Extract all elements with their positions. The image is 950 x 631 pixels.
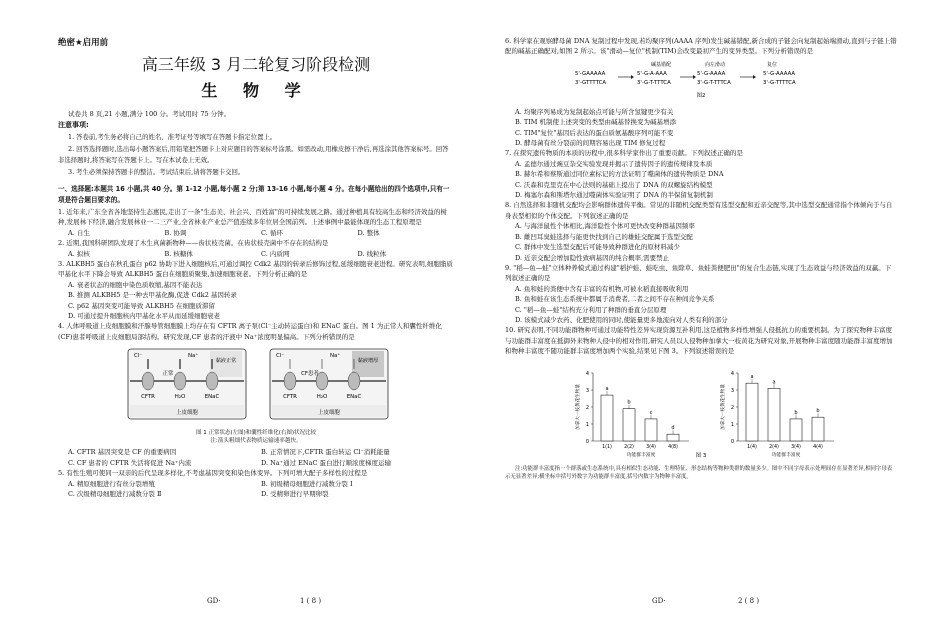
step-arrowhead (631, 75, 634, 79)
seq-top: 5'-G-A-AAA (637, 70, 667, 77)
bar (746, 383, 758, 441)
option: A. 孟德尔通过豌豆杂交实验发现并揭示了遗传因子的遗传规律及本质 (515, 159, 713, 168)
option: A. 精原细胞进行有丝分裂增殖 (68, 479, 155, 488)
note-item: 1. 答卷前,考生务必将自己的姓名、准考证号等填写在答题卡指定位置上。 (68, 133, 277, 141)
figure-1-panel (270, 349, 388, 419)
membrane-protein (174, 372, 186, 390)
question-stem: 9. "稻—鱼—蛙"立体种养模式通过构建"稻护蛙、蛙吃虫、鱼除草、鱼蛙粪便肥田"的复合生态链,实现了生态效益与经济效益的双赢。下列叙述正确的是 (505, 263, 892, 283)
bar (667, 434, 679, 441)
footer-left-code: GD· (207, 597, 221, 605)
figure-holder (58, 345, 454, 445)
step-arrowhead (753, 75, 756, 79)
options (505, 107, 897, 149)
question-stem: 4. 人体呼吸道上皮细胞膜和汗腺导管细胞膜上均存在有 CFTR 离子泵(Cl⁻主动转运蛋白)和 ENaC 蛋白。图 1 为正常人和囊性纤维化(CF)患者呼吸道上皮细胞局部结构。研究发现,CF 患者的汗液中 Na⁺浓度明显偏高。下列分析错误的是 (58, 322, 442, 341)
bar-letter: b (816, 407, 820, 414)
option: C. 沃森和克里克在中心法则的基础上提出了 DNA 的双螺旋结构模型 (515, 180, 713, 189)
page-right (505, 36, 897, 616)
bar-letter: b (794, 409, 798, 416)
seq-bottom: 3'-G-T-TTTCA (637, 79, 671, 86)
page-left (58, 36, 454, 616)
note-item: 2. 回答选择题时,选出每小题答案后,用铅笔把答题卡上对应题目的答案标号涂黑。如需改动,用橡皮擦干净后,再选涂其他答案标号。回答非选择题时,将答案写在答题卡上。写在本试卷上无效。 (58, 145, 449, 164)
seq-bottom: 3'-GTTTTCA (575, 79, 607, 86)
y-tick-label: 4 (730, 370, 734, 377)
option: D. 近亲交配会增加隐性致病基因的纯合概率,需要禁止 (515, 253, 670, 262)
panel-label: CF患者 (301, 371, 319, 378)
options (58, 249, 454, 259)
notes-heading: 注意事项: (58, 121, 89, 129)
figure-1-note: 注:箭头粗细代表物质运输速率越快。 (210, 438, 302, 445)
figure-2-caption: 图2 (696, 92, 706, 99)
question (58, 259, 454, 321)
option: C. 内质网 (261, 249, 290, 258)
options (505, 159, 897, 201)
x-tick-label: 2(4) (769, 444, 779, 450)
mucus-label: 黏液正常 (215, 358, 237, 365)
bar (790, 418, 802, 440)
bar-letter: a (605, 385, 609, 392)
bar-letter: c (649, 409, 653, 416)
figure-3-caption: 图 3 (695, 452, 707, 459)
note-item: 3. 考生必须保持答题卡的整洁。考试结束后,请将答题卡交回。 (68, 168, 245, 176)
figure-1-panel (128, 349, 246, 419)
bar-letter: d (671, 424, 675, 431)
ion-label: Na⁺ (188, 353, 199, 360)
ion-label: Na⁺ (330, 353, 341, 360)
question (58, 468, 454, 499)
option: C. "稻—鱼—蛙"结构充分利用了种群的垂直分层原理 (515, 305, 667, 314)
x-tick-label: 4(8) (668, 444, 678, 450)
x-tick-label: 4(4) (813, 444, 823, 450)
y-tick-label: 1 (730, 421, 734, 428)
option: D. Na⁺通过 ENaC 蛋白进行顺浓度梯度运输 (261, 458, 392, 467)
question-stem: 7. 在探究遗传物质的本质的历程中,很多科学家作出了重要贡献。下列叙述正确的是 (505, 149, 743, 158)
secret-mark: 绝密★启用前 (58, 38, 109, 48)
options (58, 479, 454, 500)
question (505, 325, 897, 481)
figure-1 (58, 345, 454, 445)
bar-letter: a (750, 373, 754, 380)
options (58, 228, 454, 238)
seq-top: 5'-GAAAAA (575, 70, 606, 77)
question-stem: 6. 科学家在观察酵母菌 DNA 复制过程中发现,若均聚序列(AAAA 序列)发生碱基错配,新合成的子链会向复制起始端滑动,直到与子链上错配的碱基正确配对,如图 2 所示。该"滑动—复位"机制(TIM)会改变最初产生的变异类型。下列分析错误的是 (505, 37, 897, 56)
x-tick-label: 3(4) (791, 444, 801, 450)
option: C. p62 基因突变可能导致 ALKBH5 在细胞质滞留 (68, 301, 215, 310)
membrane-protein (142, 372, 154, 390)
option: D. 酵母菌有丝分裂前的间期容易出现 TIM 修复过程 (515, 139, 666, 148)
y-axis-label: 加拿大一枝黄花生物量 (576, 383, 581, 430)
y-tick-label: 4 (585, 370, 589, 377)
option: B. 雌凹耳臭蛙选择与能更快找到自己的雄蛙交配属于选型交配 (515, 232, 693, 241)
membrane-protein (348, 372, 360, 390)
options (58, 280, 454, 322)
step-arrowhead (693, 75, 696, 79)
footer-right-code: GD· (652, 597, 666, 605)
bar (601, 395, 613, 441)
protein-label: H₂O (316, 394, 328, 401)
y-tick-label: 2 (730, 404, 734, 411)
question (505, 200, 897, 262)
ion-label: Cl⁻ (134, 353, 143, 360)
figure-1-caption: 图 1 正常状态(左图)和囊性纤维化(右图)状况比较 (195, 430, 317, 437)
mucus-label: 黏液增厚 (357, 358, 379, 365)
option: A. 衰老状态的细胞中染色质收缩,基因不能表达 (68, 280, 203, 289)
option: B. 鱼和蛙在该生态系统中都属于消费者,二者之间不存在种间竞争关系 (515, 295, 715, 304)
option: A. 均聚序列易成为复制起始点可能与所含氢键更少有关 (515, 107, 674, 116)
seq-bottom: 3'-G-T-TTTCA (697, 79, 731, 86)
option: A. CFTR 基因突变是 CF 的重要病因 (68, 448, 177, 457)
figure-1-drawing (58, 345, 454, 423)
seq-bottom: 3'-G-TTTTCA (763, 79, 796, 86)
option: B. 协调 (164, 228, 187, 237)
option: D. 可通过提升细胞核内甲基化水平从而延缓细胞衰老 (68, 312, 221, 321)
option: A. 鱼和蛙的粪便中含有丰富的有机物,可被水稻直接吸收利用 (515, 284, 689, 293)
option: A. 自生 (68, 228, 90, 237)
option: B. 推测 ALKBH5 是一种去甲基化酶,促进 Cdk2 基因转录 (68, 291, 237, 300)
bar (623, 408, 635, 440)
option: D. 受精卵进行早期卵裂 (261, 489, 329, 498)
x-tick-label: 1(1) (602, 444, 612, 450)
bar-chart (574, 371, 689, 458)
panel-label: 正常 (162, 371, 174, 378)
seq-top: 5'-G-AAAA (697, 70, 726, 77)
question (505, 263, 897, 325)
y-tick-label: 0 (730, 438, 734, 445)
x-tick-label: 3(4) (646, 444, 656, 450)
step-label: 复位 (767, 61, 778, 68)
question (58, 321, 454, 468)
x-tick-label: 2(2) (624, 444, 634, 450)
options (58, 447, 454, 468)
option: C. 次级精母细胞进行减数分裂 Ⅱ (68, 489, 162, 498)
figure-3 (505, 359, 897, 482)
membrane-protein (284, 372, 296, 390)
cell-label: 上皮细胞 (176, 410, 198, 417)
footer-right-page: 2 ( 8 ) (738, 597, 760, 605)
section-heading: 一、选择题:本题共 16 小题,共 40 分。第 1-12 小题,每小题 2 分;第 13-16 小题,每小题 4 分。在每小题给出的四个选项中,只有一项是符合题目要求的。 (58, 185, 450, 204)
bar-chart (719, 371, 834, 458)
y-tick-label: 0 (585, 438, 589, 445)
question-stem: 2. 近期,我国科研团队发现了木生真菌新物种——齿状枝壳菌。在齿状枝壳菌中不存在的结构是 (58, 239, 329, 248)
x-tick-label: 1(4) (747, 444, 757, 450)
ion-label: Cl⁻ (276, 353, 285, 360)
exam-meta: 试卷共 8 页,21 小题,满分 100 分。考试用时 75 分钟。 (68, 110, 231, 118)
bar-letter: a (772, 378, 776, 385)
option: B. 赫尔希和蔡斯通过同位素标记的方法证明了噬菌体的遗传物质是 DNA (515, 170, 724, 179)
seq-top: 5'-G-AAAAA (763, 70, 796, 77)
question (58, 238, 454, 259)
figure-3-note: 注:功能群丰富度指一个群落或生态系统中,具有相似生态功能、生理特征、形态结构等物种类群的数量多少。图中不同字母表示处理间存在显著差异,相同字母表示无显著差异;横坐标中括号外数字为功能群丰富度,括号内数字为物种丰富度。 (505, 465, 893, 481)
footer-left-page: 1 ( 8 ) (300, 597, 322, 605)
bar (812, 417, 824, 441)
figure-2-drawing (505, 59, 897, 101)
question-stem: 5. 有性生殖可使同一双亲的后代呈现多样化,不考虑基因突变和染色体变异。下列可增大配子多样性的过程是 (58, 469, 368, 478)
question-stem: 3. ALKBH5 蛋白在秋孔蛋白 p62 协助下进入细胞核后,可通过调控 Cdk2 基因的转录后修饰过程,延缓细胞衰老进程。研究表明,细胞脂质甲基化水平下降会导致 ALKBH5 蛋白在细胞质聚集,加速细胞衰老。下列分析正确的是 (58, 260, 453, 279)
option: A. 与海洋鼠性个体相比,海洋隐性个体可更快改变种群基因频率 (515, 222, 695, 231)
option: D. 梅塞尔森和斯塔尔通过噬菌体实验证明了 DNA 的半保留复制机制 (515, 191, 713, 200)
question (505, 148, 897, 200)
y-axis-label: 加拿大一枝黄花生物量 (721, 383, 726, 430)
protein-label: CFTR (141, 394, 155, 401)
cell-label: 上皮细胞 (318, 410, 340, 417)
bar (645, 418, 657, 440)
question (505, 36, 897, 148)
figure-2 (505, 59, 897, 105)
protein-label: ENaC (346, 394, 362, 401)
exam-title: 高三年级 3 月二轮复习阶段检测 (141, 55, 371, 74)
subject-title: 生 物 学 (201, 81, 311, 100)
x-axis-label: 功能群丰富度 (626, 452, 656, 458)
bar (768, 388, 780, 441)
y-tick-label: 2 (585, 404, 589, 411)
y-tick-label: 3 (585, 387, 589, 394)
figure-3-drawing (505, 359, 897, 459)
option: A. 拟核 (68, 249, 90, 258)
option: B. 正常情况下,CFTR 蛋白转运 Cl⁻消耗能量 (261, 448, 390, 457)
protein-label: ENaC (204, 394, 220, 401)
question-list-right (505, 36, 897, 482)
option: D. 线粒体 (357, 249, 387, 258)
membrane-protein (206, 372, 218, 390)
options (505, 284, 897, 326)
x-axis-label: 功能群丰富度 (771, 452, 801, 458)
question (58, 207, 454, 238)
option: B. 初级精母细胞进行减数分裂 Ⅰ (261, 479, 353, 488)
option: C. 群体中发生选型交配后可能导致种群进化的原材料减少 (515, 243, 680, 252)
option: D. 整体 (357, 228, 380, 237)
option: B. 核糖体 (164, 249, 193, 258)
figure-holder (505, 59, 897, 105)
protein-label: H₂O (174, 394, 186, 401)
option: C. TIM"复位"基因后表达的蛋白质氨基酸序列可能不变 (515, 128, 674, 137)
option: B. TIM 机制使上述突变的类型由碱基替换变为碱基增添 (515, 118, 677, 127)
question-stem: 8. 自然选择和非随机交配均会影响群体遗传平衡。常见的非随机交配类型有选型交配和近亲交配等,其中选型交配通常指个体倾向于与自身表型相似的个体交配。下列叙述正确的是 (505, 201, 893, 220)
bar-letter: b (627, 399, 631, 406)
options (505, 221, 897, 263)
y-tick-label: 3 (730, 387, 734, 394)
step-label: 向左滑动 (705, 61, 726, 68)
option: C. CF 患者的 CFTR 失活将促进 Na⁺内流 (68, 458, 192, 467)
question-stem: 10. 研究表明,不同功能群物种可通过功能特性差异实现资源互补利用,这是植物多样性增强人侵抵抗力的重要机制。为了探究物种丰富度与功能群丰富度在抵御外来物种人侵中的相对作用,研究人员以人侵物种加拿大一枝黄花为研究对象,开展物种丰富度随功能群丰富度增加和物种丰富度不随功能群丰富度增加两个实验,结果见下图 3。下列叙述错误的是 (505, 326, 893, 356)
protein-label: CFTR (283, 394, 297, 401)
question-list-left (58, 207, 454, 499)
question-stem: 1. 近年来,广东全省各地坚持生态惠民,走出了一条"生态美、社会兴、百姓富"的可持续发展之路。通过种植具有较高生态和经济效益的树种,发展林下经济,融合发展林业一二三产业,全省林业产业总产值连续多年位居全国前列。上述事例中最能体现的生态工程原理是 (58, 208, 447, 227)
option: D. 该模式减少农药、化肥使用的同时,使能量更多地流向对人类有利的部分 (515, 315, 728, 324)
y-tick-label: 1 (585, 421, 589, 428)
step-label: 碱基错配 (651, 61, 672, 68)
option: C. 循环 (261, 228, 283, 237)
